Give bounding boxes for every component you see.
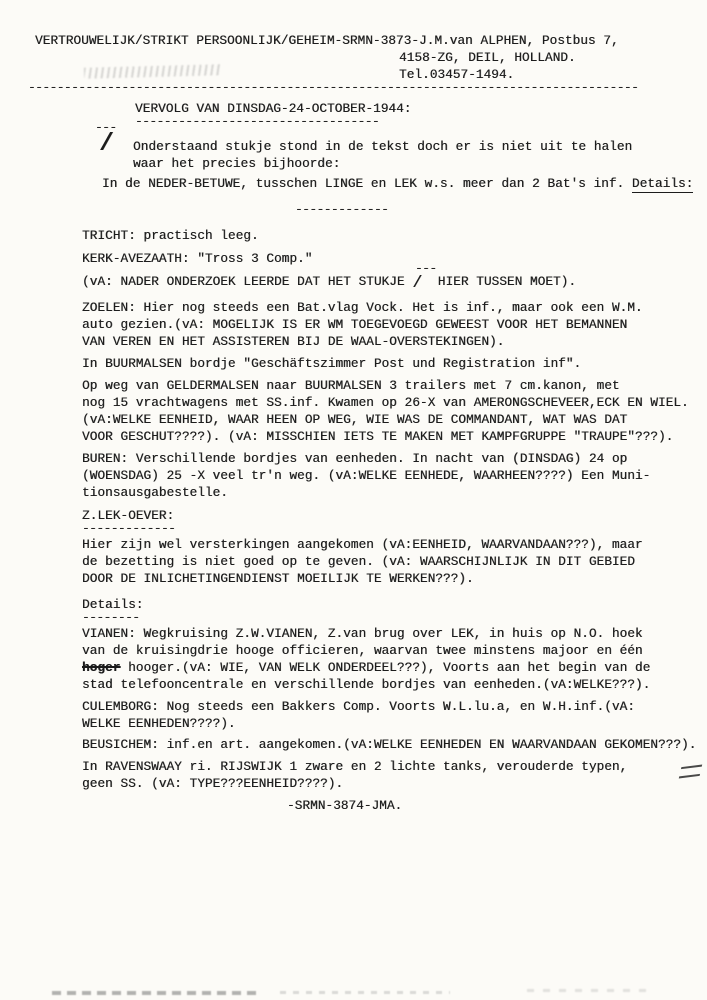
details-heading-underline: -------- <box>82 610 140 625</box>
kerk-avezaath-line: KERK-AVEZAATH: "Tross 3 Comp." <box>82 251 313 266</box>
phone-line: Tel.03457-1494. <box>399 67 515 82</box>
nederbetuwe-text: In de NEDER-BETUWE, tusschen LINGE en LEK w.s. meer dan 2 Bat's inf. <box>102 176 632 191</box>
vianen-line3-rest: hooger.(vA: WIE, VAN WELK ONDERDEEL???), Voorts aan het begin van de <box>120 660 651 675</box>
buren-line: BUREN: Verschillende bordjes van eenheden. In nacht van (DINSDAG) 24 op <box>82 451 628 466</box>
details-label-underlined: Details: <box>631 176 694 191</box>
section-separator: ------------- <box>295 202 389 217</box>
classification-line: VERTROUWELIJK/STRIKT PERSOONLIJK/GEHEIM-SRMN-3873-J.M.van ALPHEN, Postbus 7, <box>35 33 619 48</box>
vianen-line: van de kruisingdrie hooge officieren, waarvan twee minstens majoor en één <box>82 643 643 658</box>
zlek-oever-underline: ------------- <box>82 521 176 536</box>
intro-line: Onderstaand stukje stond in de tekst doch er is niet uit te halen <box>133 139 633 154</box>
insert-mark-slash: / <box>99 129 115 158</box>
nederbetuwe-line <box>102 176 693 192</box>
geldermalsen-line: nog 15 vrachtwagens met SS.inf. Kwamen op 26-X van AMERONGSCHEVEER,ECK EN WIEL. <box>82 395 689 410</box>
title-underline: ---------------------------------- <box>135 114 380 129</box>
vianen-line: VIANEN: Wegkruising Z.W.VIANEN, Z.van brug over LEK, in huis op N.O. hoek <box>82 626 643 641</box>
geldermalsen-line: (vA:WELKE EENHEID, WAAR HEEN OP WEG, WIE WAS DE COMMANDANT, WAT WAS DAT <box>82 412 628 427</box>
kerk-note-slash: / <box>412 274 423 293</box>
tricht-line: TRICHT: practisch leeg. <box>82 228 259 243</box>
footer-reference: -SRMN-3874-JMA. <box>287 798 403 813</box>
pencil-smudge <box>84 64 222 79</box>
zlek-oever-heading: Z.LEK-OEVER: <box>82 508 175 523</box>
culemborg-line: WELKE EENHEDEN????). <box>82 716 236 731</box>
geldermalsen-line: Op weg van GELDERMALSEN naar BUURMALSEN 3 trailers met 7 cm.kanon, met <box>82 378 620 393</box>
header-rule: ------------------------------------------------------------------------------------- <box>28 80 639 95</box>
insert-mark-overline: --- <box>95 120 117 135</box>
kerk-note-post: HIER TUSSEN MOET). <box>422 274 577 289</box>
zlek-body-line: DOOR DE INLICHETINGENDIENST MOEILIJK TE WERKEN???). <box>82 571 474 586</box>
vianen-line <box>82 660 650 676</box>
address-line: 4158-ZG, DEIL, HOLLAND. <box>399 50 576 65</box>
zlek-body-line: Hier zijn wel versterkingen aangekomen (vA:EENHEID, WAARVANDAAN???), maar <box>82 537 643 552</box>
zoelen-line: auto gezien.(vA: MOGELIJK IS ER WM TOEGEVOEGD GEWEEST VOOR HET BEMANNEN <box>82 317 628 332</box>
scan-noise <box>527 989 647 992</box>
handwritten-pen-mark <box>679 765 702 779</box>
struck-word: hoger <box>82 660 121 675</box>
scan-noise <box>280 991 450 994</box>
culemborg-line: CULEMBORG: Nog steeds een Bakkers Comp. Voorts W.L.lu.a, en W.H.inf.(vA: <box>82 699 635 714</box>
beusichem-line: BEUSICHEM: inf.en art. aangekomen.(vA:WELKE EENHEDEN EN WAARVANDAAN GEKOMEN???). <box>82 737 697 752</box>
ravenswaay-line: In RAVENSWAAY ri. RIJSWIJK 1 zware en 2 lichte tanks, verouderde typen, <box>82 759 628 774</box>
buren-line: tionsausgabestelle. <box>82 485 228 500</box>
kerk-note-line <box>82 274 577 293</box>
buren-line: (WOENSDAG) 25 -X veel tr'n weg. (vA:WELKE EENHEDE, WAARHEEN????) Een Muni- <box>82 468 651 483</box>
details-heading: Details: <box>82 597 144 612</box>
page-title: VERVOLG VAN DINSDAG-24-OCTOBER-1944: <box>135 101 412 116</box>
ravenswaay-line: geen SS. (vA: TYPE???EENHEID????). <box>82 776 344 791</box>
scan-noise <box>52 991 262 995</box>
kerk-note-pre: (vA: NADER ONDERZOEK LEERDE DAT HET STUKJE <box>82 274 413 289</box>
vianen-line: stad telefooncentrale en verschillende bordjes van eenheden.(vA:WELKE???). <box>82 677 651 692</box>
slash-overline: --- <box>415 261 437 276</box>
buurmalsen-line: In BUURMALSEN bordje "Geschäftszimmer Post und Registration inf". <box>82 356 582 371</box>
intro-line: waar het precies bijhoorde: <box>133 156 341 171</box>
geldermalsen-line: VOOR GESCHUT????). (vA: MISSCHIEN IETS TE MAKEN MET KAMPFGRUPPE "TRAUPE"???). <box>82 429 674 444</box>
zoelen-line: VAN VEREN EN HET ASSISTEREN BIJ DE WAAL-OVERSTEKINGEN). <box>82 334 505 349</box>
zlek-body-line: de bezetting is niet goed op te geven. (vA: WAARSCHIJNLIJK IN DIT GEBIED <box>82 554 635 569</box>
zoelen-line: ZOELEN: Hier nog steeds een Bat.vlag Vock. Het is inf., maar ook een W.M. <box>82 300 643 315</box>
